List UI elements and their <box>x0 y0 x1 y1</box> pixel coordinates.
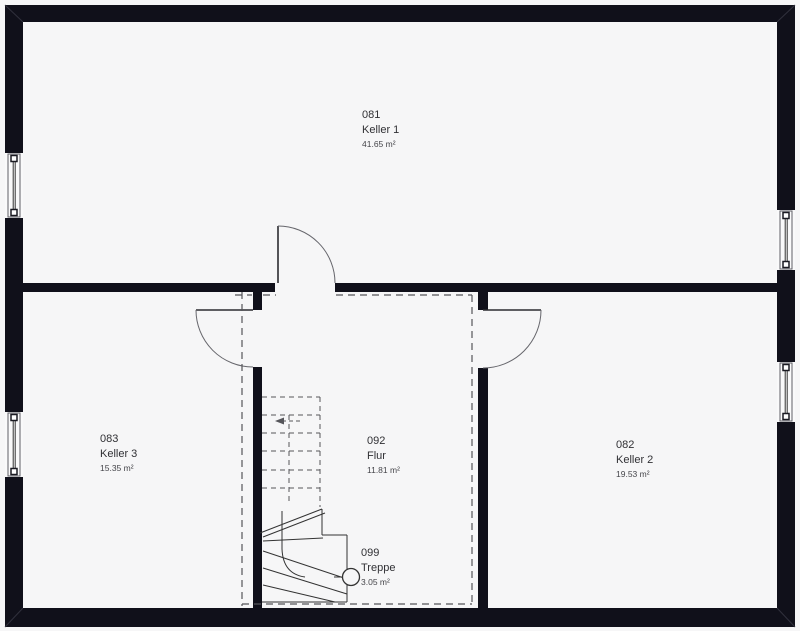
room-area: 3.05 m² <box>361 577 390 587</box>
interior-wall-flur-right-stub <box>478 292 488 310</box>
window-icon <box>777 210 795 270</box>
wall-corner-seams <box>5 5 795 627</box>
exterior-wall-bottom <box>5 608 795 627</box>
room-label-treppe <box>361 546 395 589</box>
room-area: 41.65 m² <box>362 139 396 149</box>
room-label-flur <box>367 434 400 477</box>
door-layer <box>196 226 541 368</box>
room-number: 081 <box>362 109 381 121</box>
interior-wall-flur-left-stub <box>253 292 262 310</box>
room-label-keller-3 <box>100 432 137 475</box>
window-icon <box>5 412 23 477</box>
room-number: 092 <box>367 435 386 447</box>
interior-wall-middle-right <box>335 283 777 292</box>
room-area: 19.53 m² <box>616 469 650 479</box>
window-icon <box>777 362 795 422</box>
stair-direction-arrow-icon <box>275 418 300 425</box>
flur-dashed-boundary <box>235 292 472 606</box>
room-area: 15.35 m² <box>100 463 134 473</box>
exterior-wall-right <box>777 22 795 608</box>
stair-reference-circle <box>334 569 360 586</box>
door-swing-keller2 <box>483 310 541 368</box>
stair-icon <box>260 397 360 602</box>
interior-wall-middle-left <box>23 283 275 292</box>
stair-break-line <box>260 509 325 537</box>
stair-lower-flight <box>262 509 347 602</box>
exterior-wall-left <box>5 22 23 608</box>
room-name: Treppe <box>361 562 396 574</box>
room-number: 083 <box>100 433 119 445</box>
interior-wall-flur-left <box>253 367 262 608</box>
interior-wall-flur-right <box>478 368 488 608</box>
room-label-keller-1 <box>362 108 399 151</box>
room-number: 082 <box>616 439 635 451</box>
room-name: Keller 2 <box>616 454 654 466</box>
room-name: Keller 1 <box>362 124 400 136</box>
room-name: Flur <box>367 450 386 462</box>
stair-upper-flight-dashed <box>262 397 320 507</box>
window-layer <box>5 153 795 477</box>
window-icon <box>5 153 23 218</box>
room-name: Keller 3 <box>100 448 138 460</box>
room-label-keller-2 <box>616 438 653 481</box>
door-swing-keller3 <box>196 310 253 367</box>
exterior-wall-top <box>5 5 795 22</box>
room-area: 11.81 m² <box>367 465 400 475</box>
room-number: 099 <box>361 547 380 559</box>
door-swing-keller1 <box>278 226 335 283</box>
wall-layer <box>5 5 795 627</box>
